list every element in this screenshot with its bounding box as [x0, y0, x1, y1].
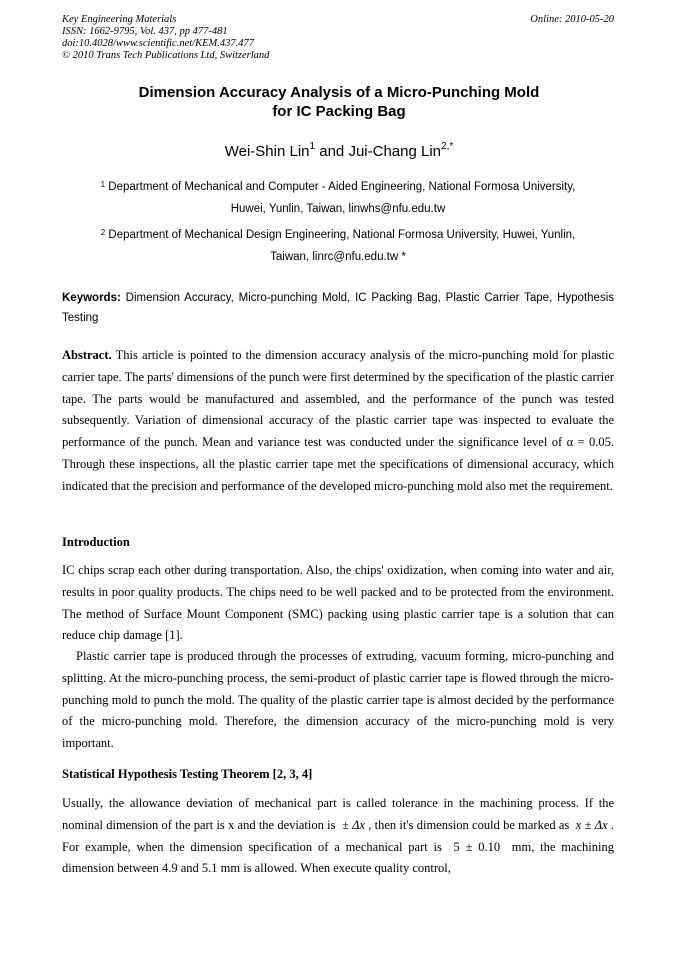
affiliation-1-line-1: Department of Mechanical and Computer - Aided Engineering, National Formosa University, [108, 181, 576, 193]
hypothesis-text-2: , then it's dimension could be marked as [368, 817, 573, 832]
abstract-label: Abstract. [62, 348, 112, 362]
author-1-affil-mark: 1 [309, 141, 316, 152]
affiliation-1-line-2: Huwei, Yunlin, Taiwan, linwhs@nfu.edu.tw [230, 203, 446, 215]
author-2-affil-mark: 2,* [441, 141, 454, 152]
affiliation-2-mark: 2 [100, 228, 106, 237]
author-2: Jui-Chang Lin [348, 143, 442, 160]
author-1: Wei-Shin Lin [224, 143, 310, 160]
journal-header [62, 14, 269, 62]
title-line-1: Dimension Accuracy Analysis of a Micro-Punching Mold [138, 84, 540, 101]
doi-line: doi:10.4028/www.scientific.net/KEM.437.477 [62, 38, 254, 49]
issn-line: ISSN: 1662-9795, Vol. 437, pp 477-481 [62, 26, 228, 37]
keywords-label: Keywords: [62, 292, 121, 304]
abstract [62, 345, 614, 498]
spec-math: 5 ± 0.10 [447, 839, 506, 854]
abstract-text: This article is pointed to the dimension accuracy analysis of the micro-punching mold for plastic carrier tape. The parts' dimensions of the punch were first determined by the specification of the plastic carrier tape. The parts would be manufactured and assembled, and the performance of the punch was tested subsequently. Variation of dimensional accuracy of the plastic carrier tape was inspected to evaluate the performance of the punch. Mean and variance test was conducted under the significance level of α = 0.05. Through these inspections, all the plastic carrier tape met the specifications of dimensional accuracy, which indicated that the precision and performance of the developed micro-punching mold also met the requirement. [62, 348, 614, 493]
deviation-math: ± Δx [338, 817, 369, 832]
paper-title [0, 83, 678, 121]
affiliation-1 [62, 176, 614, 220]
keywords [62, 288, 614, 328]
copyright-line: © 2010 Trans Tech Publications Ltd, Switzerland [62, 50, 270, 61]
introduction-paragraph-2: Plastic carrier tape is produced through the processes of extruding, vacuum forming, micro-punching and splitting. At the micro-punching process, the semi-product of plastic carrier tape is flowed through the micro-punching mold to punch the mold. The quality of the plastic carrier tape is almost decided by the performance of the micro-punching mold. Therefore, the dimension accuracy of the micro-punching mold is very important. [62, 649, 614, 751]
hypothesis-text-3: . For example, when the dimension specification of a mechanical part is [62, 817, 614, 854]
online-date: Online: 2010-05-20 [530, 14, 614, 25]
author-list [0, 143, 678, 160]
journal-name: Key Engineering Materials [62, 14, 177, 25]
affiliation-2-line-1: Department of Mechanical Design Engineering, National Formosa University, Huwei, Yunlin, [108, 229, 576, 241]
keywords-text: Dimension Accuracy, Micro-punching Mold, IC Packing Bag, Plastic Carrier Tape, Hypothesis Testing [62, 292, 614, 324]
title-line-2: for IC Packing Bag [272, 103, 406, 120]
affiliation-1-mark: 1 [100, 180, 106, 189]
affiliation-2 [62, 224, 614, 268]
dimension-math: x ± Δx [572, 817, 611, 832]
hypothesis-paragraph [62, 793, 614, 880]
hypothesis-text-1: Usually, the allowance deviation of mechanical part is called tolerance in the machining process. If the nominal dimension of the part is x and the deviation is [62, 796, 614, 832]
affiliation-2-line-2: Taiwan, linrc@nfu.edu.tw * [270, 251, 406, 263]
hypothesis-heading: Statistical Hypothesis Testing Theorem [2, 3, 4] [62, 767, 313, 781]
introduction-heading: Introduction [62, 535, 130, 549]
author-conjunction: and [315, 143, 349, 160]
introduction-paragraph-1: IC chips scrap each other during transportation. Also, the chips' oxidization, when coming into water and air, results in poor quality products. The chips need to be well packed and to be protected from the environment. The method of Surface Mount Component (SMC) packing using plastic carrier tape is a solution that can reduce chip damage [1]. [62, 563, 614, 643]
hypothesis-text-4: mm, the machining dimension between 4.9 and 5.1 mm is allowed. When execute quality control, [62, 839, 614, 876]
